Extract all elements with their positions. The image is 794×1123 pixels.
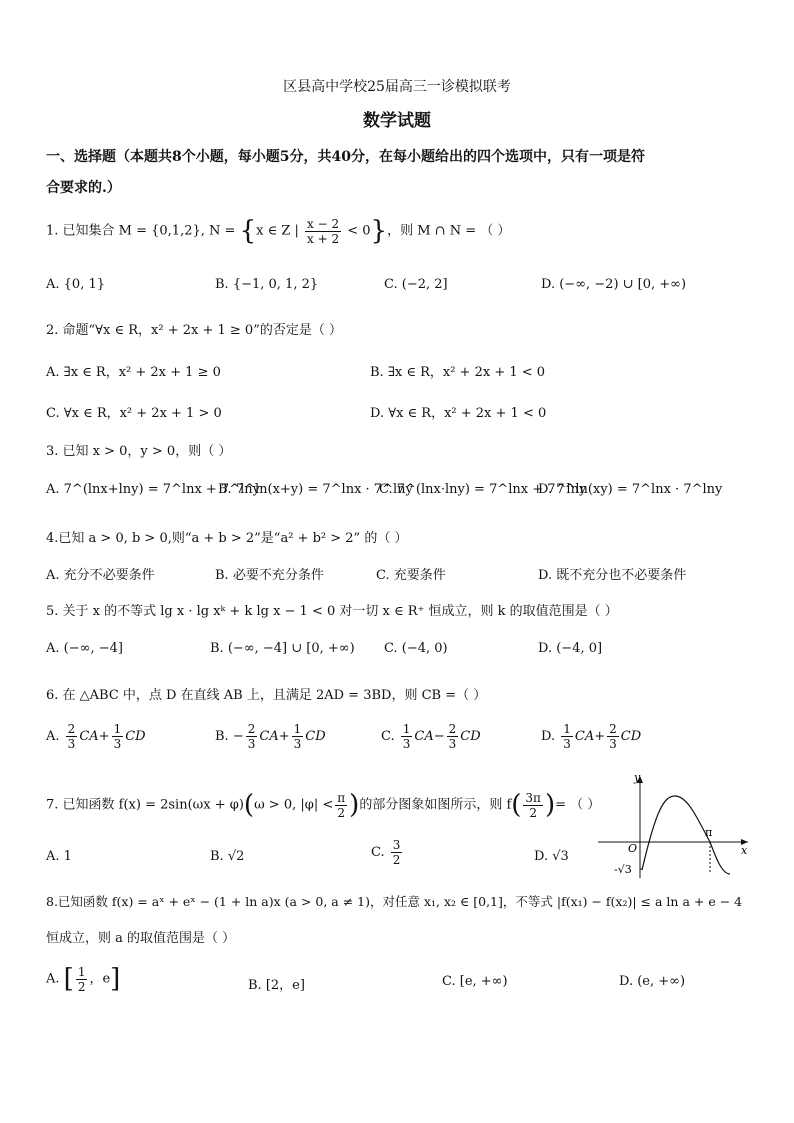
- question-2-stem: 2. 命题“∀x ∈ R，x² + 2x + 1 ≥ 0”的否定是（ ）: [46, 323, 342, 338]
- question-2-option-a[interactable]: A. ∃x ∈ R，x² + 2x + 1 ≥ 0: [46, 365, 221, 380]
- question-4-option-a[interactable]: A. 充分不必要条件: [46, 568, 155, 583]
- question-2-option-d[interactable]: D. ∀x ∈ R，x² + 2x + 1 < 0: [370, 406, 547, 421]
- exam-title: 区县高中学校25届高三一诊模拟联考: [283, 79, 511, 95]
- subject-title: 数学试题: [363, 111, 431, 131]
- section-heading-line2: 合要求的.）: [46, 180, 121, 196]
- question-5-stem: 5. 关于 x 的不等式 lg x · lg xᵏ + k lg x − 1 < 0 对一切 x ∈ R⁺ 恒成立，则 k 的取值范围是（ ）: [46, 604, 618, 619]
- x-axis-label: x: [741, 844, 748, 857]
- question-5-option-a[interactable]: A. (−∞, −4]: [46, 641, 123, 656]
- question-7-option-d[interactable]: D. √3: [534, 849, 569, 864]
- question-3-stem: 3. 已知 x > 0，y > 0，则（ ）: [46, 444, 232, 459]
- question-3-option-c[interactable]: C. 7^(lnx·lny) = 7^lnx + 7^lny: [379, 482, 587, 497]
- question-1-option-d[interactable]: D. (−∞, −2) ∪ [0, +∞): [541, 277, 687, 292]
- question-1-option-c[interactable]: C. (−2, 2]: [384, 277, 448, 292]
- question-4-option-b[interactable]: B. 必要不充分条件: [215, 568, 324, 583]
- question-6-option-c[interactable]: C. $\frac{1}{3}$ CA− $\frac{2}{3}$ CD: [381, 722, 481, 751]
- question-8-option-c[interactable]: C. [e, +∞): [442, 974, 508, 989]
- pi-label: π: [705, 826, 713, 839]
- question-8-option-d[interactable]: D. (e, +∞): [619, 974, 686, 989]
- question-8-stem-line1: 8.已知函数 f(x) = aˣ + eˣ − (1 + ln a)x (a > 0, a ≠ 1)，对任意 x₁, x₂ ∈ [0,1]，不等式 |f(x₁) − f(x₂)| ≤ a ln a + e − 4: [46, 894, 743, 909]
- question-5-option-c[interactable]: C. (−4, 0): [384, 641, 448, 656]
- question-1-option-b[interactable]: B. {−1, 0, 1, 2}: [215, 277, 319, 292]
- sine-curve: [642, 796, 730, 874]
- question-3-option-b[interactable]: B. 7^ln(x+y) = 7^lnx · 7^lny: [218, 482, 413, 497]
- question-7-sine-graph: [598, 770, 758, 880]
- question-8-option-a[interactable]: A. [ $\frac{1}{2}$ ，e]: [46, 964, 121, 994]
- origin-label: O: [628, 842, 638, 855]
- question-1-option-a[interactable]: A. {0, 1}: [46, 277, 106, 292]
- question-5-option-d[interactable]: D. (−4, 0]: [538, 641, 603, 656]
- question-6-option-d[interactable]: D. $\frac{1}{3}$ CA+ $\frac{2}{3}$ CD: [541, 722, 642, 751]
- question-3-option-a[interactable]: A. 7^(lnx+lny) = 7^lnx + 7^lny: [46, 482, 260, 497]
- question-1-stem: 1. 已知集合 M = {0,1,2}, N = {x ∈ Z | $\frac{x - 2}{x + 2}$ < 0}，则 M ∩ N = （ ）: [46, 216, 511, 246]
- question-6-option-a[interactable]: A. $\frac{2}{3}$ CA+ $\frac{1}{3}$ CD: [46, 722, 146, 751]
- question-6-option-b[interactable]: B. − $\frac{2}{3}$ CA+ $\frac{1}{3}$ CD: [215, 722, 326, 751]
- question-2-option-c[interactable]: C. ∀x ∈ R，x² + 2x + 1 > 0: [46, 406, 222, 421]
- question-2-option-b[interactable]: B. ∃x ∈ R，x² + 2x + 1 < 0: [370, 365, 546, 380]
- question-6-stem: 6. 在 △ABC 中，点 D 在直线 AB 上，且满足 2AD = 3BD，则 CB =（ ）: [46, 688, 487, 703]
- question-4-option-d[interactable]: D. 既不充分也不必要条件: [538, 568, 687, 583]
- question-5-option-b[interactable]: B. (−∞, −4] ∪ [0, +∞): [210, 641, 355, 656]
- question-4-option-c[interactable]: C. 充要条件: [376, 568, 446, 583]
- question-7-option-a[interactable]: A. 1: [46, 849, 72, 864]
- question-8-option-b[interactable]: B. [2，e]: [248, 978, 305, 993]
- question-4-stem: 4.已知 a > 0, b > 0,则“a + b > 2”是“a² + b² > 2” 的（ ）: [46, 531, 408, 546]
- question-7-option-b[interactable]: B. √2: [210, 849, 245, 864]
- question-7-option-c[interactable]: C. $\frac{3}{2}$: [371, 838, 401, 867]
- y-axis-label: y: [634, 771, 641, 784]
- section-heading-line1: 一、选择题（本题共8个小题，每小题5分，共40分，在每小题给出的四个选项中，只有一项是符: [46, 149, 645, 165]
- question-8-stem-line2: 恒成立，则 a 的取值范围是（ ）: [46, 931, 236, 946]
- question-7-stem: 7. 已知函数 f(x) = 2sin(ωx + φ)(ω > 0, |φ| < $\frac{\pi}{2}$ )的部分图象如图所示，则 f( $\frac{3\pi}{2}$ )= （ ）: [46, 790, 601, 820]
- question-3-option-d[interactable]: D. 7^ln(xy) = 7^lnx · 7^lny: [538, 482, 723, 497]
- neg-sqrt3-label: -√3: [614, 863, 632, 876]
